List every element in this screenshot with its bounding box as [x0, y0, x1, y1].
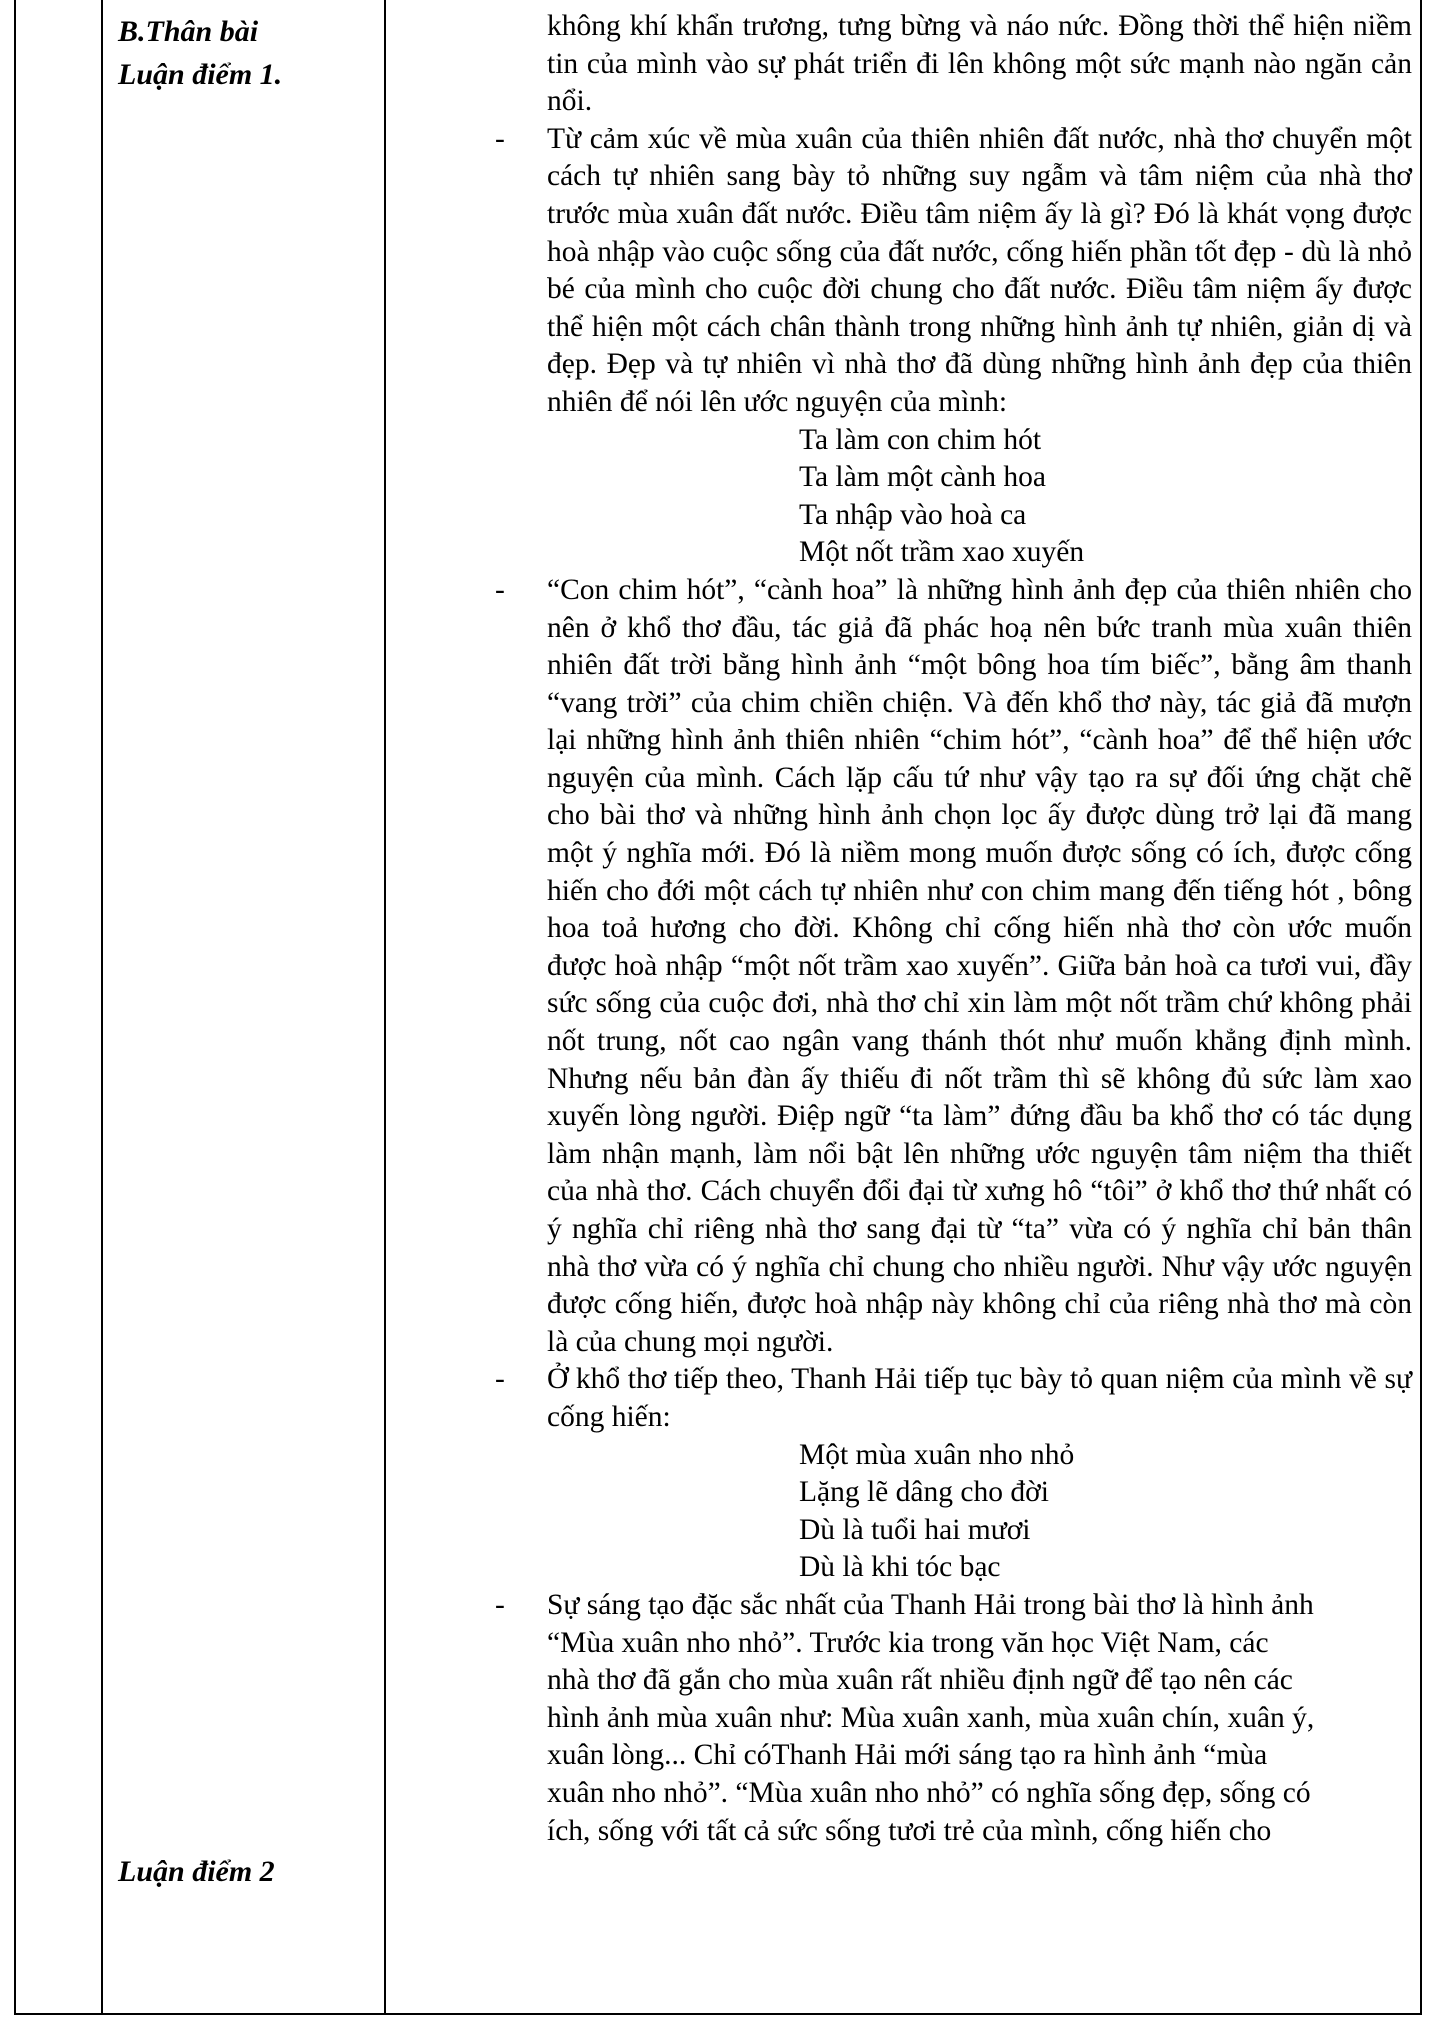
bullet-text: Ở khổ thơ tiếp theo, Thanh Hải tiếp tục bày tỏ quan niệm của mình về sự cống hiến:	[547, 1363, 1412, 1433]
bullet-text: Từ cảm xúc về mùa xuân của thiên nhiên đất nước, nhà thơ chuyển một cách tự nhiên sang bày tỏ những suy ngẫm và tâm niệm của nhà thơ trước mùa xuân đất nước. Điều tâm niệm ấy là gì? Đó là khát vọng được hoà nhập vào cuộc sống của đất nước, cống hiến phần tốt đẹp - dù là nhỏ bé của mình cho cuộc đời chung cho đất nước. Điều tâm niệm ấy được thể hiện một cách chân thành trong những hình ảnh tự nhiên, giản dị và đẹp. Đẹp và tự nhiên vì nhà thơ đã dùng những hình ảnh đẹp của thiên nhiên để nói lên ước nguyện của mình:	[547, 122, 1412, 418]
point-2-label: Luận điểm 2	[118, 1855, 275, 1888]
text-line: xuân nho nhỏ”. “Mùa xuân nho nhỏ” có nghĩa sống đẹp, sống có	[547, 1776, 1311, 1809]
bullet-item	[495, 1587, 1412, 1850]
bullet-dash: -	[495, 573, 505, 606]
poem-line: Ta làm con chim hót	[799, 423, 1042, 456]
poem-stanza	[799, 1437, 1412, 1587]
poem-line: Ta làm một cành hoa	[799, 461, 1046, 494]
table-border-left	[14, 0, 16, 2015]
bullet-dash: -	[495, 1588, 505, 1621]
poem-line: Một mùa xuân nho nhỏ	[799, 1438, 1075, 1471]
bullet-dash: -	[495, 1363, 505, 1396]
table-border-right	[1420, 0, 1422, 2015]
text-line: nhà thơ đã gắn cho mùa xuân rất nhiều định ngữ để tạo nên các	[547, 1664, 1293, 1697]
bullet-item	[495, 572, 1412, 1361]
text-line: hình ảnh mùa xuân như: Mùa xuân xanh, mùa xuân chín, xuân ý,	[547, 1701, 1315, 1734]
table-divider-1	[101, 0, 103, 2015]
point-1-label: Luận điểm 1.	[118, 58, 283, 91]
text-line: “Mùa xuân nho nhỏ”. Trước kia trong văn học Việt Nam, các	[547, 1626, 1269, 1659]
content-column	[495, 8, 1412, 1850]
bullet-dash: -	[495, 122, 505, 155]
section-heading: B.Thân bài	[118, 15, 259, 48]
text-line: Sự sáng tạo đặc sắc nhất của Thanh Hải trong bài thơ là hình ảnh	[547, 1588, 1314, 1621]
poem-line: Dù là tuổi hai mươi	[799, 1513, 1031, 1546]
poem-line: Ta nhập vào hoà ca	[799, 498, 1027, 531]
bullet-item	[495, 1361, 1412, 1436]
bullet-item	[495, 121, 1412, 422]
poem-line: Dù là khi tóc bạc	[799, 1551, 1001, 1584]
table-divider-2	[384, 0, 386, 2015]
poem-line: Một nốt trầm xao xuyến	[799, 536, 1085, 569]
text-line: ích, sống với tất cả sức sống tươi trẻ của mình, cống hiến cho	[547, 1814, 1272, 1847]
text-line: xuân lòng... Chỉ cóThanh Hải mới sáng tạo ra hình ảnh “mùa	[547, 1739, 1268, 1772]
bullet-text: “Con chim hót”, “cành hoa” là những hình ảnh đẹp của thiên nhiên cho nên ở khổ thơ đầu, tác giả đã phác hoạ nên bức tranh mùa xuân thiên nhiên đất trời bằng hình ảnh “một bông hoa tím biếc”, bằng âm thanh “vang trời” của chim chiền chiện. Và đến khổ thơ này, tác giả đã mượn lại những hình ảnh thiên nhiên “chim hót”, “cành hoa” để thể hiện ước nguyện của mình. Cách lặp cấu tứ như vậy tạo ra sự đối ứng chặt chẽ cho bài thơ và những hình ảnh chọn lọc ấy được dùng trở lại đã mang một ý nghĩa mới. Đó là niềm mong muốn được sống có ích, được cống hiến cho đới một cách tự nhiên như con chim mang đến tiếng hót , bông hoa toả hương cho đời. Không chỉ cống hiến nhà thơ còn ước muốn được hoà nhập “một nốt trầm xao xuyến”. Giữa bản hoà ca tươi vui, đầy sức sống của cuộc đơi, nhà thơ chỉ xin làm một nốt trầm chứ không phải nốt trung, nốt cao ngân vang thánh thót như muốn khẳng định mình. Nhưng nếu bản đàn ấy thiếu đi nốt trầm thì sẽ không đủ sức làm xao xuyến lòng người. Điệp ngữ “ta làm” đứng đầu ba khổ thơ có tác dụng làm nhận mạnh, làm nổi bật lên những ước nguyện tâm niệm tha thiết của nhà thơ. Cách chuyển đổi đại từ xưng hô “tôi” ở khổ thơ thứ nhất có ý nghĩa chỉ riêng nhà thơ sang đại từ “ta” vừa có ý nghĩa chỉ bản thân nhà thơ vừa có ý nghĩa chỉ chung cho nhiều người. Như vậy ước nguyện được cống hiến, được hoà nhập này không chỉ của riêng nhà thơ mà còn là của chung mọi người.	[547, 573, 1412, 1358]
poem-stanza	[799, 422, 1412, 572]
intro-paragraph: không khí khẩn trương, tưng bừng và náo nức. Đồng thời thể hiện niềm tin của mình vào sự phát triển đi lên không một sức mạnh nào ngăn cản nổi.	[547, 10, 1412, 118]
bullet-text	[547, 1587, 1412, 1850]
table-border-bottom	[14, 2013, 1422, 2015]
poem-line: Lặng lẽ dâng cho đời	[799, 1476, 1049, 1509]
